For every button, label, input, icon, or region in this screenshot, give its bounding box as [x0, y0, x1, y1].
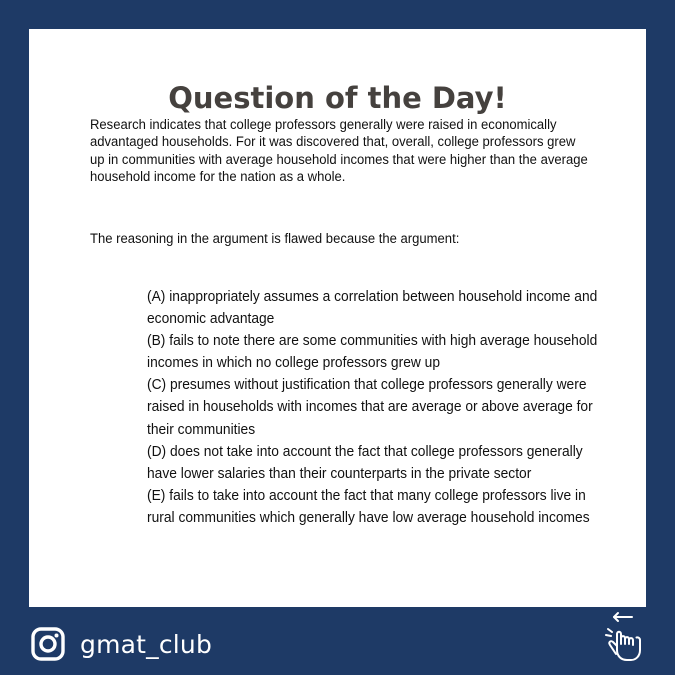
question-stem: The reasoning in the argument is flawed because the argument: [90, 231, 460, 247]
instagram-icon [30, 626, 66, 662]
question-card [29, 29, 646, 607]
answer-option-c[interactable]: (C) presumes without justification that college professors generally were raised in households with incomes that are average or above average for their communities [147, 376, 593, 438]
question-stimulus: Research indicates that college professors generally were raised in economically advantaged households. For it was discovered that, overall, college professors grew up in communities with average household incomes that were higher than the average household income for the nation as a whole. [90, 117, 588, 185]
answer-options [147, 286, 616, 529]
social-handle[interactable] [30, 624, 212, 664]
answer-option-b[interactable]: (B) fails to note there are some communities with high average household incomes in which no college professors grew up [147, 332, 598, 372]
page-title: Question of the Day! [168, 81, 507, 115]
answer-option-a[interactable]: (A) inappropriately assumes a correlation between household income and economic advantage [147, 288, 598, 328]
swipe-left-hand-icon[interactable] [600, 608, 644, 664]
answer-option-d[interactable]: (D) does not take into account the fact that college professors generally have lower salaries than their counterparts in the private sector [147, 442, 583, 482]
answer-option-e[interactable]: (E) fails to take into account the fact that many college professors live in rural communities which generally have low average household incomes [147, 486, 590, 526]
handle-text: gmat_club [80, 629, 213, 659]
